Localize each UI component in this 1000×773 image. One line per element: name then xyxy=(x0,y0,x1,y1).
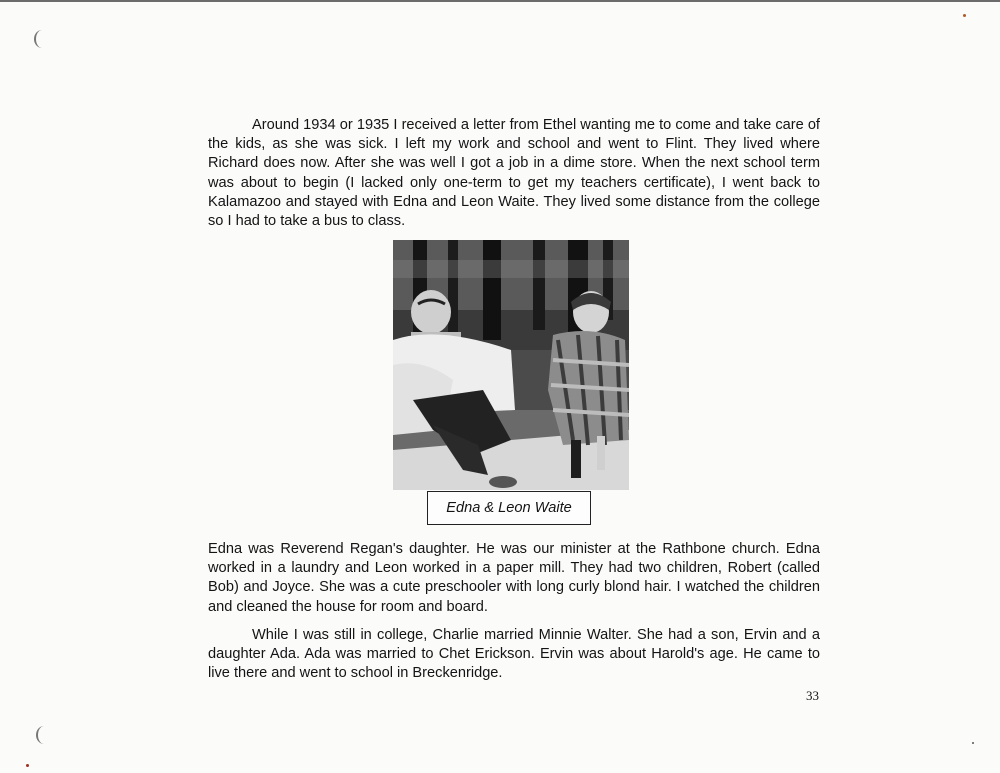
scan-speck xyxy=(972,742,974,744)
photo-image xyxy=(393,240,629,490)
scan-speck xyxy=(26,764,29,767)
page-number: 33 xyxy=(806,688,819,703)
page-edge xyxy=(0,0,1000,2)
binder-hole-mark-bottom xyxy=(36,726,52,744)
paragraph-edna-leon: Edna was Reverend Regan's daughter. He was our minister at the Rathbone church. Edna worked in a laundry and Leon worked in a paper mill. They had two children, Robert (called Bob) and Joyce. She was a cute preschooler with long curly blond hair. I watched the children and cleaned the house for room and board. xyxy=(208,541,820,615)
binder-hole-mark-top xyxy=(34,30,50,48)
photo-edna-leon-waite xyxy=(393,240,629,490)
paragraph-charlie-minnie: While I was still in college, Charlie married Minnie Walter. She had a son, Ervin and a daughter Ada. Ada was married to Chet Erickson. Ervin was about Harold's age. He came to live there and went to school in Breckenridge. xyxy=(208,627,820,682)
photo-caption: Edna & Leon Waite xyxy=(427,491,591,525)
scan-speck xyxy=(963,14,966,17)
paragraph-ethel-letter: Around 1934 or 1935 I received a letter from Ethel wanting me to come and take care of the kids, as she was sick. I left my work and school and went to Flint. They lived where Richard does now. After she was well I got a job in a dime store. When the next school term was about to begin (I lacked only one-term to get my teachers certificate), I went back to Kalamazoo and stayed with Edna and Leon Waite. They lived some distance from the college so I had to take a bus to class. xyxy=(208,117,820,230)
